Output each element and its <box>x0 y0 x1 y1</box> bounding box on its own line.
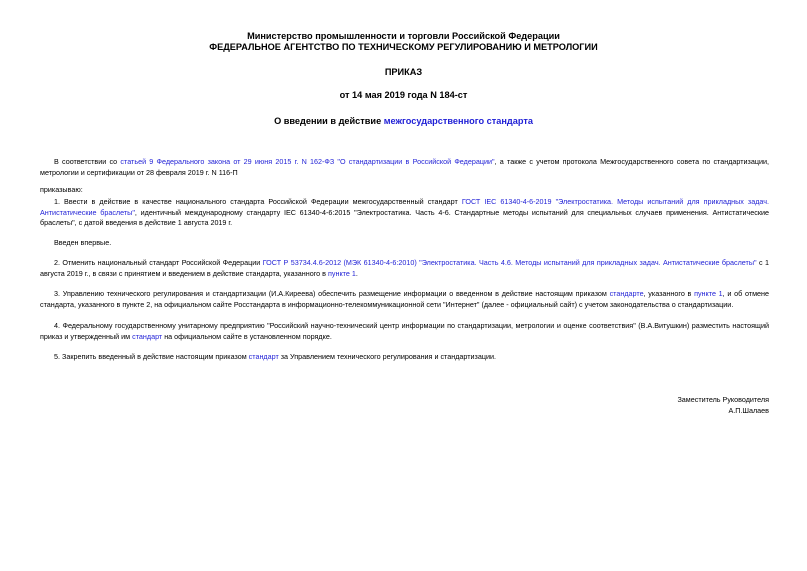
item-3-text-3: , и об отмене стандарта, указанного в пункте 2, на официальном сайте Росстандарта в информационно-телекоммуникационной сети "Интернет" (далее - официальный сайт) с учетом законодательства о стандартизации. <box>40 289 769 309</box>
item-1-text-2: , идентичный международному стандарту IEC 61340-4-6:2015 "Электростатика. Часть 4-6. Стандартные методы испытаний для специальных случаев применения. Антистатические браслеты", с датой введения в действие 1 августа 2019 г. <box>40 207 769 228</box>
item-3-point-link[interactable]: пункте 1 <box>694 289 723 298</box>
item-2-text-1: 2. Отменить национальный стандарт Российской Федерации <box>54 258 263 267</box>
item-3-paragraph <box>40 289 769 310</box>
subject-link[interactable]: межгосударственного стандарта <box>383 116 533 126</box>
item-3-text-1: 3. Управлению технического регулирования и стандартизации (И.А.Киреева) обеспечить размещение информации о введенном в действие настоящим приказом <box>54 289 610 298</box>
signatory-name: А.П.Шалаев <box>728 406 769 415</box>
first-time-text: Введен впервые. <box>54 238 112 247</box>
item-1-paragraph <box>40 197 769 229</box>
ministry-title: Министерство промышленности и торговли Российской Федерации <box>247 31 560 41</box>
item-3-standard-link[interactable]: стандарте <box>609 289 644 298</box>
item-3-text-2: , указанного в <box>643 289 695 298</box>
signatory-position: Заместитель Руководителя <box>677 395 769 404</box>
item-4-paragraph <box>40 321 769 342</box>
item-5-text-1: 5. Закрепить введенный в действие настоящим приказом <box>54 352 249 361</box>
gost-iec-link[interactable]: ГОСТ IEC 61340-4-6-2019 "Электростатика. Методы испытаний для прикладных задач. Антистатические браслеты" <box>40 197 769 217</box>
item-1-text-1: 1. Ввести в действие в качестве национального стандарта Российской Федерации межгосударственный стандарт <box>54 197 462 206</box>
item-2-text-2: с 1 августа 2019 г., в связи с принятием и введением в действие стандарта, указанного в <box>40 258 769 278</box>
agency-title: ФЕДЕРАЛЬНОЕ АГЕНТСТВО ПО ТЕХНИЧЕСКОМУ РЕГУЛИРОВАНИЮ И МЕТРОЛОГИИ <box>209 42 598 52</box>
subject-prefix: О введении в действие <box>274 116 384 126</box>
law-link[interactable]: статьей 9 Федерального закона от 29 июня 2015 г. N 162-ФЗ "О стандартизации в Российской Федерации" <box>120 157 495 166</box>
preamble-paragraph <box>40 157 769 178</box>
item-5-text-2: за Управлением технического регулирования и стандартизации. <box>278 352 496 361</box>
document-type: ПРИКАЗ <box>384 67 423 77</box>
item-4-text-1: 4. Федеральному государственному унитарному предприятию "Российский научно-технический центр информации по стандартизации, метрологии и оценке соответствия" (В.А.Витушкин) разместить настоящий приказ и утвержденный им <box>40 321 769 341</box>
item-2-point-link[interactable]: пункте 1 <box>328 268 356 278</box>
item-2-paragraph <box>40 258 769 279</box>
item-5-standard-link[interactable]: стандарт <box>248 352 279 361</box>
gost-r-link[interactable]: ГОСТ Р 53734.4.6-2012 (МЭК 61340-4-6:2010) "Электростатика. Часть 4.6. Методы испытаний для прикладных задач. Антистатические браслеты" <box>262 258 757 267</box>
item-5-paragraph <box>40 352 769 363</box>
first-time-note <box>40 238 769 249</box>
document-subject <box>0 116 807 127</box>
preamble-text-1: В соответствии со <box>54 157 121 166</box>
document-date: от 14 мая 2019 года N 184-ст <box>339 90 468 100</box>
item-2-text-3: . <box>355 268 358 278</box>
item-4-text-2: на официальном сайте в установленном порядке. <box>162 331 332 341</box>
order-word: приказываю: <box>40 185 83 194</box>
preamble-text-2: , а также с учетом протокола Межгосударственного совета по стандартизации, метрологии и сертификации от 28 февраля 2019 г. N 116-П <box>40 157 769 177</box>
item-4-standard-link[interactable]: стандарт <box>132 331 163 341</box>
